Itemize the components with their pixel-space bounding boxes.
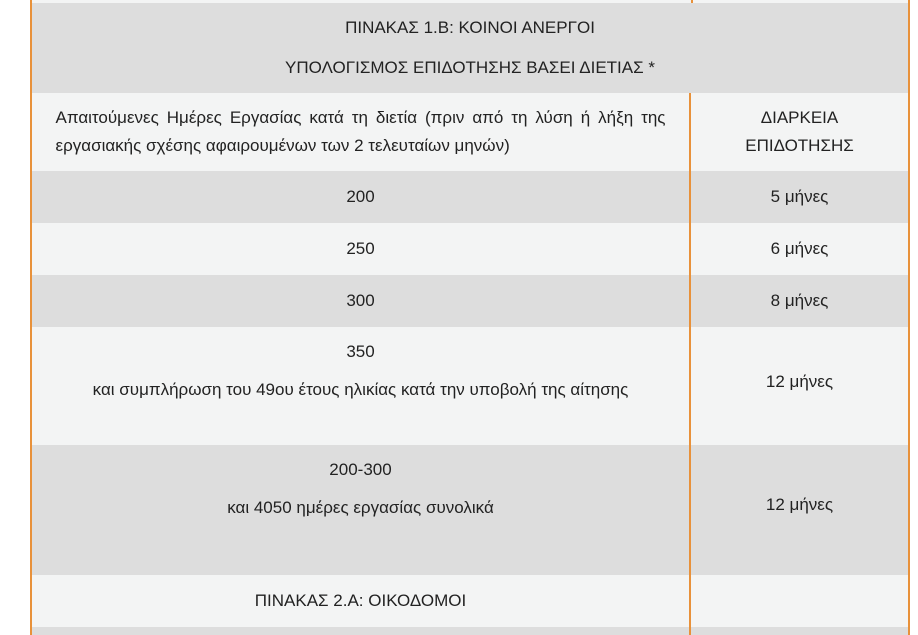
days-value: 350 [346,342,375,361]
duration-value: 5 μήνες [770,187,829,206]
table-row [32,171,908,223]
duration-value: 8 μήνες [770,291,829,310]
table2-right-cell [691,575,908,627]
duration-cell [691,275,908,327]
header-duration-line1: ΔΙΑΡΚΕΙΑ [760,108,839,127]
duration-cell [691,171,908,223]
table1-title-row [32,3,908,93]
table-row [32,223,908,275]
table1-subtitle: ΥΠΟΛΟΓΙΣΜΟΣ ΕΠΙΔΟΤΗΣΗΣ ΒΑΣΕΙ ΔΙΕΤΙΑΣ * [285,58,655,77]
header-duration-cell [691,93,908,171]
days-value: 250 [346,239,375,258]
duration-value: 6 μήνες [770,239,829,258]
days-cell [32,275,691,327]
days-condition: και συμπλήρωση του 49ου έτους ηλικίας κατά την υποβολή της αίτησης [92,380,629,399]
duration-cell [691,327,908,445]
header-duration-line2: ΕΠΙΔΟΤΗΣΗΣ [745,136,854,155]
unemployment-benefit-table [30,0,910,635]
next-row-left-cell [32,627,691,635]
days-value: 300 [346,291,375,310]
days-cell [32,223,691,275]
table2-title-row [32,575,908,627]
days-value: 200-300 [329,460,392,479]
days-condition: και 4050 ημέρες εργασίας συνολικά [227,498,494,517]
next-row-right-cell [691,627,908,635]
header-required-days: Απαιτούμενες Ημέρες Εργασίας κατά τη διετία (πριν από τη λύση ή λήξη της εργασιακής σχέσης αφαιρουμένων των 2 τελευταίων μηνών) [55,108,666,155]
table2-title: ΠΙΝΑΚΑΣ 2.Α: ΟΙΚΟΔΟΜΟΙ [254,591,467,610]
duration-value: 12 μήνες [765,495,834,514]
table2-title-cell [32,575,691,627]
days-value: 200 [346,187,375,206]
header-required-days-cell [32,93,691,171]
days-cell [32,327,691,445]
table1-title: ΠΙΝΑΚΑΣ 1.Β: ΚΟΙΝΟΙ ΑΝΕΡΓΟΙ [345,18,595,37]
duration-value: 12 μήνες [765,372,834,391]
table-row [32,275,908,327]
table1-title-cell [32,3,908,93]
duration-cell [691,223,908,275]
table-row [32,445,908,575]
days-cell [32,171,691,223]
table-row [32,627,908,635]
duration-cell [691,445,908,575]
table1-header-row [32,93,908,171]
days-cell [32,445,691,575]
table-row [32,327,908,445]
